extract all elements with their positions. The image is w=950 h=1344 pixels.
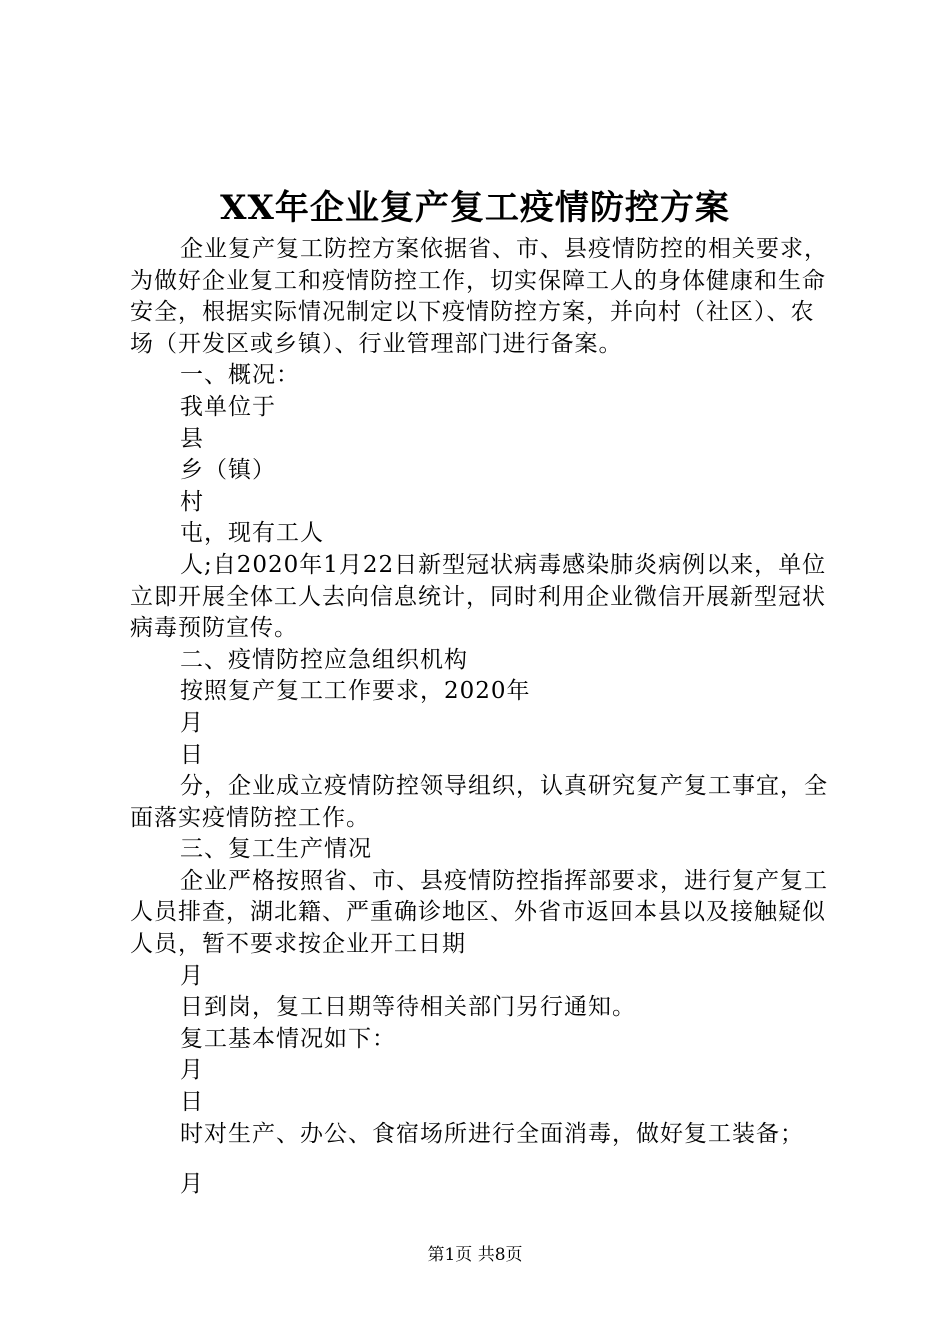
paragraph-line: 月 — [180, 1057, 204, 1084]
paragraph-organization: 分，企业成立疫情防控领导组织，认真研究复产复工事宜，全面落实疫情防控工作。 — [130, 773, 828, 831]
section-heading-production: 三、复工生产情况 — [180, 836, 372, 863]
paragraph-line: 月 — [180, 709, 204, 736]
paragraph-line: 日到岗，复工日期等待相关部门另行通知。 — [180, 994, 636, 1021]
paragraph-line: 按照复产复工工作要求，2020年 — [180, 678, 531, 705]
paragraph-intro: 企业复产复工防控方案依据省、市、县疫情防控的相关要求，为做好企业复工和疫情防控工作，切实保障工人的身体健康和生命安全，根据实际情况制定以下疫情防控方案，并向村（社区）、农场（开发区或乡镇）、行业管理部门进行备案。 — [130, 236, 828, 357]
document-body — [130, 234, 830, 1201]
page-number: 第1页 共8页 — [427, 1245, 523, 1265]
section-heading-overview: 一、概况： — [180, 362, 300, 389]
paragraph-line: 月 — [180, 1171, 204, 1198]
paragraph-line: 月 — [180, 962, 204, 989]
paragraph-line: 县 — [180, 425, 204, 452]
paragraph-line: 屯，现有工人 — [180, 520, 324, 547]
section-heading-organization: 二、疫情防控应急组织机构 — [180, 646, 468, 673]
paragraph-line: 我单位于 — [180, 393, 276, 420]
paragraph-line: 乡（镇） — [180, 457, 276, 484]
paragraph-screening: 企业严格按照省、市、县疫情防控指挥部要求，进行复产复工人员排查，湖北籍、严重确诊地区、外省市返回本县以及接触疑似人员，暂不要求按企业开工日期 — [130, 867, 828, 958]
paragraph-line: 村 — [180, 488, 204, 515]
paragraph-line: 复工基本情况如下： — [180, 1025, 396, 1052]
paragraph-line: 日 — [180, 1089, 204, 1116]
paragraph-disinfection: 时对生产、办公、食宿场所进行全面消毒，做好复工装备； — [180, 1120, 804, 1147]
paragraph-workers: 人;自2020年1月22日新型冠状病毒感染肺炎病例以来，单位立即开展全体工人去向信息统计，同时利用企业微信开展新型冠状病毒预防宣传。 — [130, 551, 827, 642]
document-title: XX年企业复产复工疫情防控方案 — [220, 188, 730, 228]
paragraph-line: 日 — [180, 741, 204, 768]
